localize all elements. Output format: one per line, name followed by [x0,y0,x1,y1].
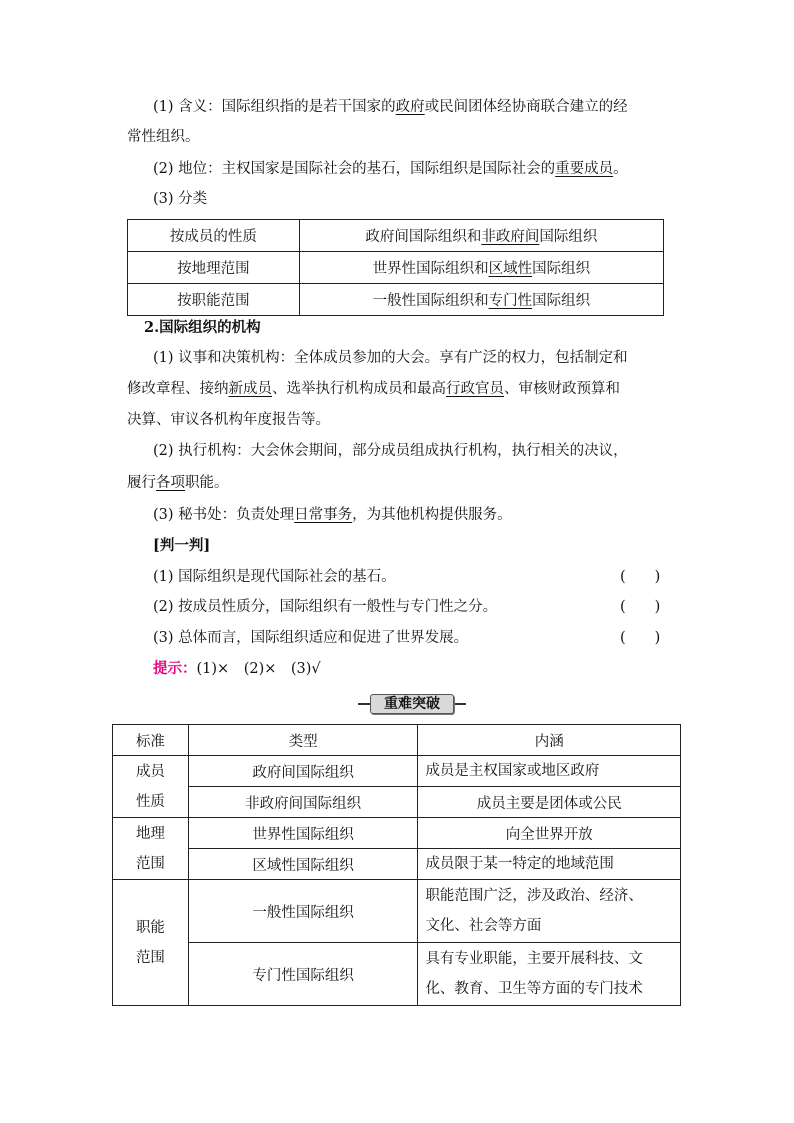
answer-parentheses[interactable]: ( ) [620,569,661,585]
header-cell: 类型 [188,725,418,756]
table-cell: 向全世界开放 [418,818,681,849]
table-row [113,849,681,880]
section-heading: 2.国际组织的机构 [144,319,261,336]
answer-blank: 区域性 [488,261,533,277]
status-line [153,158,628,180]
hint-answers: (1)× (2)× (3)√ [196,661,321,677]
group-cell: 成员 性质 [113,756,189,818]
table-cell: 专门性国际组织 [188,943,418,1006]
table-cell: 政府间国际组织和非政府间国际组织 [299,220,663,252]
answer-blank: 行政官员 [446,381,504,397]
answer-blank: 重要成员 [555,161,614,177]
table-row [113,787,681,818]
table-cell: 按地理范围 [128,252,300,284]
header-cell: 标准 [113,725,189,756]
banner-label: 重难突破 [370,694,454,714]
hint-line [153,658,321,680]
paragraph-line: (3) 秘书处：负责处理日常事务，为其他机构提供服务。 [153,507,512,523]
table-row [113,943,681,1006]
table-cell: 一般性国际组织 [188,880,418,943]
definition-line-1 [153,96,628,118]
table-row [113,818,681,849]
table-cell: 世界性国际组织和区域性国际组织 [299,252,663,284]
header-cell: 内涵 [418,725,681,756]
paragraph-line: 履行各项职能。 [127,475,229,491]
paragraph-line: (2) 执行机构：大会休会期间，部分成员组成执行机构，执行相关的决议， [153,443,628,459]
classification-table [127,219,664,316]
table-cell: 一般性国际组织和专门性国际组织 [299,284,663,316]
table-cell: 政府间国际组织 [188,756,418,787]
detail-table [112,724,681,1006]
table-header-row [113,725,681,756]
group-cell: 职能 范围 [113,880,189,1006]
hint-label: 提示： [153,660,197,677]
table-row [113,880,681,943]
table-row [128,220,664,252]
judge-item: (1) 国际组织是现代国际社会的基石。 [153,569,396,585]
answer-blank: 各项 [156,475,185,491]
table-cell: 非政府间国际组织 [188,787,418,818]
table-cell: 职能范围广泛，涉及政治、经济、 文化、社会等方面 [418,880,681,943]
table-cell: 按职能范围 [128,284,300,316]
table-row [113,756,681,787]
judge-heading: [判一判] [153,537,211,554]
answer-blank: 日常事务 [294,507,353,523]
table-cell: 区域性国际组织 [188,849,418,880]
text: (2) 地位：主权国家是国际社会的基石，国际组织是国际社会的 [153,161,556,177]
text: 。 [613,161,628,177]
answer-blank: 非政府间 [481,229,540,245]
table-cell: 成员是主权国家或地区政府 [418,756,681,787]
paragraph-line: 修改章程、接纳新成员、选举执行机构成员和最高行政官员、审核财政预算和 [127,381,620,397]
table-cell: 按成员的性质 [128,220,300,252]
section-banner [358,694,466,714]
judge-item: (2) 按成员性质分，国际组织有一般性与专门性之分。 [153,599,498,615]
classification-heading: (3) 分类 [153,191,208,207]
text: 或民间团体经协商联合建立的经 [424,99,628,115]
group-cell: 地理 范围 [113,818,189,880]
table-cell: 具有专业职能，主要开展科技、文 化、教育、卫生等方面的专门技术 [418,943,681,1006]
paragraph-line: 决算、审议各机构年度报告等。 [127,412,330,428]
answer-parentheses[interactable]: ( ) [620,630,661,646]
table-cell: 成员限于某一特定的地域范围 [418,849,681,880]
answer-blank: 专门性 [488,293,533,309]
answer-parentheses[interactable]: ( ) [620,599,661,615]
judge-item: (3) 总体而言，国际组织适应和促进了世界发展。 [153,630,469,646]
text: (1) 含义：国际组织指的是若干国家的 [153,99,396,115]
paragraph-line: (1) 议事和决策机构：全体成员参加的大会。享有广泛的权力，包括制定和 [153,350,628,366]
answer-blank: 新成员 [228,381,272,397]
definition-line-2: 常性组织。 [127,129,200,145]
table-cell: 成员主要是团体或公民 [418,787,681,818]
table-row [128,284,664,316]
answer-blank: 政府 [395,99,425,115]
table-row [128,252,664,284]
table-cell: 世界性国际组织 [188,818,418,849]
